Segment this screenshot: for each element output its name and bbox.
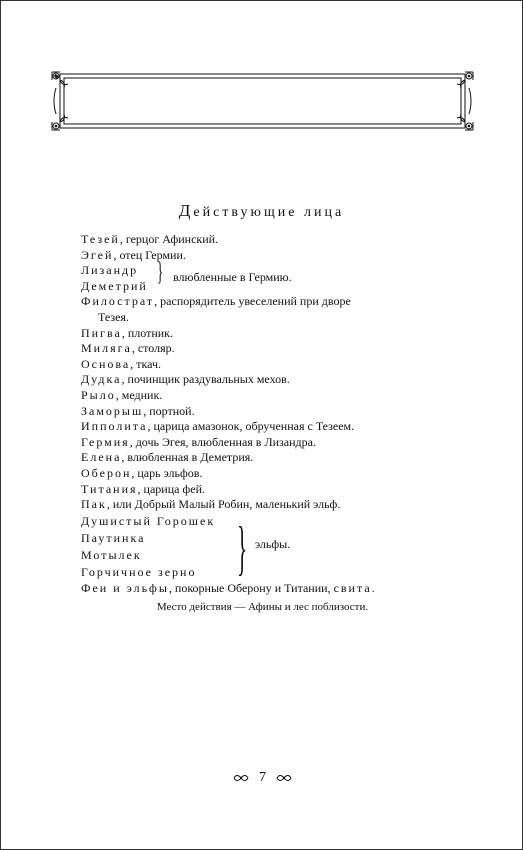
cast-row	[81, 482, 501, 498]
character-name: Душистый Горошек	[81, 513, 216, 528]
character-desc: , царица амазонок, обрученная с Тезеем.	[147, 419, 355, 434]
character-name: Оберон	[81, 465, 132, 480]
character-name: Основа	[81, 356, 131, 371]
cast-row	[81, 294, 501, 310]
character-desc: , царица фей.	[137, 481, 205, 496]
cast-row	[81, 388, 501, 404]
cast-row	[81, 326, 501, 342]
cast-list	[81, 232, 501, 596]
page-footer	[1, 770, 523, 786]
character-desc: Тезея.	[98, 309, 129, 324]
character-name: Дудка	[81, 372, 122, 387]
cast-row	[81, 466, 501, 482]
setting-note: Место действия — Афины и лес поблизости.	[156, 601, 369, 613]
character-desc: , отец Гермии.	[113, 247, 186, 262]
cast-row	[81, 547, 501, 564]
cast-row	[81, 248, 501, 264]
character-name: Елена	[81, 450, 122, 465]
character-name: Деметрий	[81, 278, 148, 293]
character-desc: , медник.	[115, 387, 163, 402]
character-desc: , портной.	[143, 403, 195, 418]
cast-row	[81, 372, 501, 388]
character-desc: , плотник.	[121, 325, 174, 340]
ornament-right-icon	[276, 772, 292, 784]
fairies-group-label: эльфы.	[255, 536, 291, 551]
character-desc: , распорядитель увеселений при дворе	[154, 294, 351, 309]
cast-row	[81, 404, 501, 420]
lovers-group-label: влюбленные в Гермию.	[173, 269, 292, 284]
character-desc: , починщик раздувальных мехов.	[121, 372, 290, 387]
character-name: Лизандр	[81, 263, 139, 278]
page-number: 7	[259, 770, 266, 785]
character-name: Паутинка	[81, 530, 146, 545]
character-name: Миляга	[81, 341, 132, 356]
character-name: Пак	[81, 497, 107, 512]
character-name: Эгей	[81, 247, 114, 262]
ornament-left-icon	[233, 772, 249, 784]
title-initial: Д	[178, 201, 194, 220]
title-rest: ействующие лица	[193, 205, 345, 220]
character-name: Заморыш	[81, 403, 144, 418]
character-name: Гермия	[81, 434, 130, 449]
character-desc: , влюбленная в Деметрия.	[121, 450, 254, 465]
character-desc-tail: свита.	[333, 580, 377, 595]
cast-row	[81, 357, 501, 373]
cast-row	[81, 450, 501, 466]
character-desc: , дочь Эгея, влюбленная в Лизандра.	[129, 434, 316, 449]
character-desc: , ткач.	[130, 356, 162, 371]
character-desc: , покорные Оберону и Титании,	[168, 580, 334, 595]
character-name: Мотылек	[81, 547, 142, 562]
brace-icon: }	[237, 514, 248, 581]
character-desc: , герцог Афинский.	[119, 232, 219, 246]
character-desc: , или Добрый Малый Робин, маленький эльф.	[106, 497, 341, 512]
brace-icon: }	[157, 256, 164, 286]
character-name: Ипполита	[81, 419, 148, 434]
section-title	[1, 201, 522, 221]
cast-row	[81, 341, 501, 357]
character-name: Филострат	[81, 294, 155, 309]
cast-row	[81, 435, 501, 451]
cast-row	[81, 419, 501, 435]
ornamental-frame-icon	[50, 70, 475, 132]
character-name: Пигва	[81, 325, 122, 340]
character-name: Феи и эльфы	[81, 580, 169, 595]
character-name: Тезей	[81, 232, 120, 246]
character-name: Рыло	[81, 387, 116, 402]
cast-row	[81, 232, 501, 248]
character-desc: , царь эльфов.	[131, 465, 203, 480]
cast-row	[81, 497, 501, 513]
ornamental-frame	[50, 70, 475, 132]
cast-row	[81, 581, 501, 597]
character-desc: , столяр.	[131, 341, 175, 356]
cast-row-continuation	[81, 310, 501, 326]
character-name: Горчичное зерно	[81, 564, 197, 579]
cast-row	[81, 513, 501, 530]
character-name: Титания	[81, 481, 138, 496]
cast-row	[81, 564, 501, 581]
